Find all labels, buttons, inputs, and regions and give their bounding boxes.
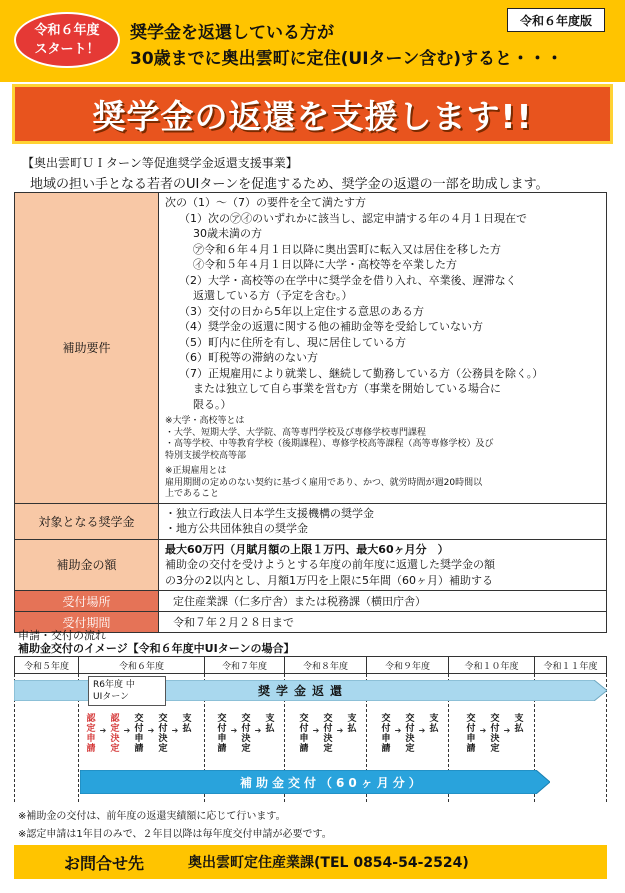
start-badge-line1: 令和６年度 xyxy=(34,23,100,38)
step-arrow-icon: ➔ xyxy=(171,726,179,735)
step-grant-decide: 交付決定 xyxy=(490,714,500,754)
flow-title: 申請・交付の流れ xyxy=(18,629,106,642)
grant-label: 補助金交付（60ヶ月分） xyxy=(240,776,425,790)
req-item: 30歳未満の方 xyxy=(193,227,262,240)
footnote: ※認定申請は1年目のみで、２年目以降は毎年度交付申請が必要です。 xyxy=(18,829,332,840)
scholarship-label: 対象となる奨学金 xyxy=(15,503,159,539)
step-grant-decide: 交付決定 xyxy=(241,714,251,754)
fiscal-year: 令和６年度 xyxy=(78,657,204,673)
amount-line: 最大60万円（月賦月額の上限１万円、最大60ヶ月分 ） xyxy=(165,542,449,556)
contact-bar xyxy=(14,845,607,879)
fiscal-year-row xyxy=(14,656,607,674)
req-item: （6）町税等の滞納のない方 xyxy=(179,351,318,364)
step-arrow-icon: ➔ xyxy=(312,726,320,735)
step-arrow-icon: ➔ xyxy=(394,726,402,735)
lead-line-2: 30歳までに奥出雲町に定住(UIターン含む)すると・・・ xyxy=(130,49,563,69)
r6-box-line: R6年度 中 xyxy=(93,680,135,690)
start-badge-line2: スタート！ xyxy=(34,42,100,57)
step-arrow-icon: ➔ xyxy=(479,726,487,735)
period-label: 受付期間 xyxy=(15,612,159,633)
office-label: 受付場所 xyxy=(15,591,159,612)
step-grant-decide: 交付決定 xyxy=(405,714,415,754)
amount-body xyxy=(159,539,607,591)
req-note: ※正規雇用とは xyxy=(165,466,227,476)
req-item: または独立して自ら事業を営む方（事業を開始している場合に xyxy=(193,382,501,395)
contact-label: お問合せ先 xyxy=(64,853,145,873)
step-payment: 支払 xyxy=(514,714,524,734)
banner-title: 奨学金の返還を支援します!! xyxy=(92,96,533,136)
amount-line: 補助金の交付を受けようとする年度の前年度に返還した奨学金の額 xyxy=(165,558,495,571)
step-arrow-icon: ➔ xyxy=(336,726,344,735)
requirements-heading: 次の（1）～（7）の要件を全て満たす方 xyxy=(165,196,366,209)
year-steps xyxy=(381,714,439,754)
step-certification-decide: 認定決定 xyxy=(110,714,120,754)
req-note: 特別支援学校高等部 xyxy=(165,450,247,461)
step-arrow-icon: ➔ xyxy=(503,726,511,735)
req-note: ・大学、短期大学、大学院、高等専門学校及び専修学校専門課程 xyxy=(165,427,427,438)
requirements-body xyxy=(159,193,607,504)
step-arrow-icon: ➔ xyxy=(254,726,262,735)
step-certification-apply: 認定申請 xyxy=(86,714,96,754)
step-arrow-icon: ➔ xyxy=(123,726,131,735)
step-grant-apply: 交付申請 xyxy=(299,714,309,754)
step-grant-decide: 交付決定 xyxy=(158,714,168,754)
r6-box-line: UIターン xyxy=(93,692,130,702)
step-payment: 支払 xyxy=(429,714,439,734)
repayment-label: 奨学金返還 xyxy=(258,684,349,698)
step-arrow-icon: ➔ xyxy=(418,726,426,735)
amount-label: 補助金の額 xyxy=(15,539,159,591)
fiscal-year: 令和１１年度 xyxy=(534,657,607,673)
fiscal-year: 令和７年度 xyxy=(204,657,284,673)
requirements-label: 補助要件 xyxy=(15,193,159,504)
step-payment: 支払 xyxy=(265,714,275,734)
req-item: 限る。） xyxy=(193,397,232,411)
req-item: （1）次の㋐㋑のいずれかに該当し、認定申請する年の４月１日現在で xyxy=(179,211,527,225)
fiscal-year: 令和５年度 xyxy=(14,657,78,673)
step-arrow-icon: ➔ xyxy=(147,726,155,735)
scholarship-line: ・独立行政法人日本学生支援機構の奨学金 xyxy=(165,506,374,520)
req-item: 返還している方（予定を含む。） xyxy=(193,289,353,302)
project-name: 【奥出雲町ＵＩターン等促進奨学金返還支援事業】 xyxy=(22,156,298,170)
first-year-steps xyxy=(86,714,192,754)
req-note: 雇用期間の定めのない契約に基づく雇用であり、かつ、就労時間が週20時間以 xyxy=(165,477,483,488)
fiscal-year: 令和９年度 xyxy=(366,657,448,673)
office-text: 定住産業課（仁多庁舎）または税務課（横田庁舎） xyxy=(159,591,607,612)
step-grant-decide: 交付決定 xyxy=(323,714,333,754)
req-item: （4）奨学金の返還に関する他の補助金等を受給していない方 xyxy=(179,320,483,333)
year-steps xyxy=(466,714,524,754)
step-arrow-icon: ➔ xyxy=(99,726,107,735)
req-item: ㋐令和６年４月１日以降に奥出雲町に転入又は居住を移した方 xyxy=(193,242,501,256)
contact-text: 奥出雲町定住産業課(TEL 0854-54-2524) xyxy=(188,855,469,871)
start-badge xyxy=(14,12,120,68)
flow-subtitle: 補助金交付のイメージ【令和６年度中UIターンの場合】 xyxy=(18,642,295,655)
r6-uturn-box xyxy=(88,676,166,706)
req-item: （5）町内に住所を有し、現に居住している方 xyxy=(179,335,406,349)
step-grant-apply: 交付申請 xyxy=(381,714,391,754)
req-note: ※大学・高校等とは xyxy=(165,416,245,426)
footnote: ※補助金の交付は、前年度の返還実績額に応じて行います。 xyxy=(18,811,286,822)
step-payment: 支払 xyxy=(347,714,357,734)
period-text: 令和７年２月２８日まで xyxy=(159,612,607,633)
req-item: ㋑令和５年４月１日以降に大学・高校等を卒業した方 xyxy=(193,258,457,271)
scholarship-body xyxy=(159,503,607,539)
step-grant-apply: 交付申請 xyxy=(466,714,476,754)
req-item: （7）正規雇用により就業し、継続して勤務している方（公務員を除く。） xyxy=(179,366,544,380)
edition-label: 令和６年度版 xyxy=(507,8,605,32)
intro-text: 地域の担い手となる若者のUIターンを促進するため、奨学金の返還の一部を助成します。 xyxy=(30,177,549,192)
step-grant-apply: 交付申請 xyxy=(217,714,227,754)
amount-line: の3分の2以内とし、月額1万円を上限に5年間（60ヶ月）補助する xyxy=(165,573,493,587)
req-item: （2）大学・高校等の在学中に奨学金を借り入れ、卒業後、遅滞なく xyxy=(179,273,517,287)
main-banner xyxy=(12,84,613,144)
lead-line-1: 奨学金を返還している方が xyxy=(130,23,334,43)
fiscal-year: 令和８年度 xyxy=(284,657,366,673)
year-steps xyxy=(217,714,275,754)
requirements-table xyxy=(14,192,607,633)
req-note: 上であること xyxy=(165,489,220,499)
fiscal-year: 令和１０年度 xyxy=(448,657,534,673)
year-steps xyxy=(299,714,357,754)
req-note: ・高等学校、中等教育学校（後期課程）、専修学校高等課程（高等専修学校）及び xyxy=(165,439,494,449)
step-grant-apply: 交付申請 xyxy=(134,714,144,754)
step-payment: 支払 xyxy=(182,714,192,734)
req-item: （3）交付の日から5年以上定住する意思のある方 xyxy=(179,304,424,318)
scholarship-line: ・地方公共団体独自の奨学金 xyxy=(165,522,308,535)
step-arrow-icon: ➔ xyxy=(230,726,238,735)
